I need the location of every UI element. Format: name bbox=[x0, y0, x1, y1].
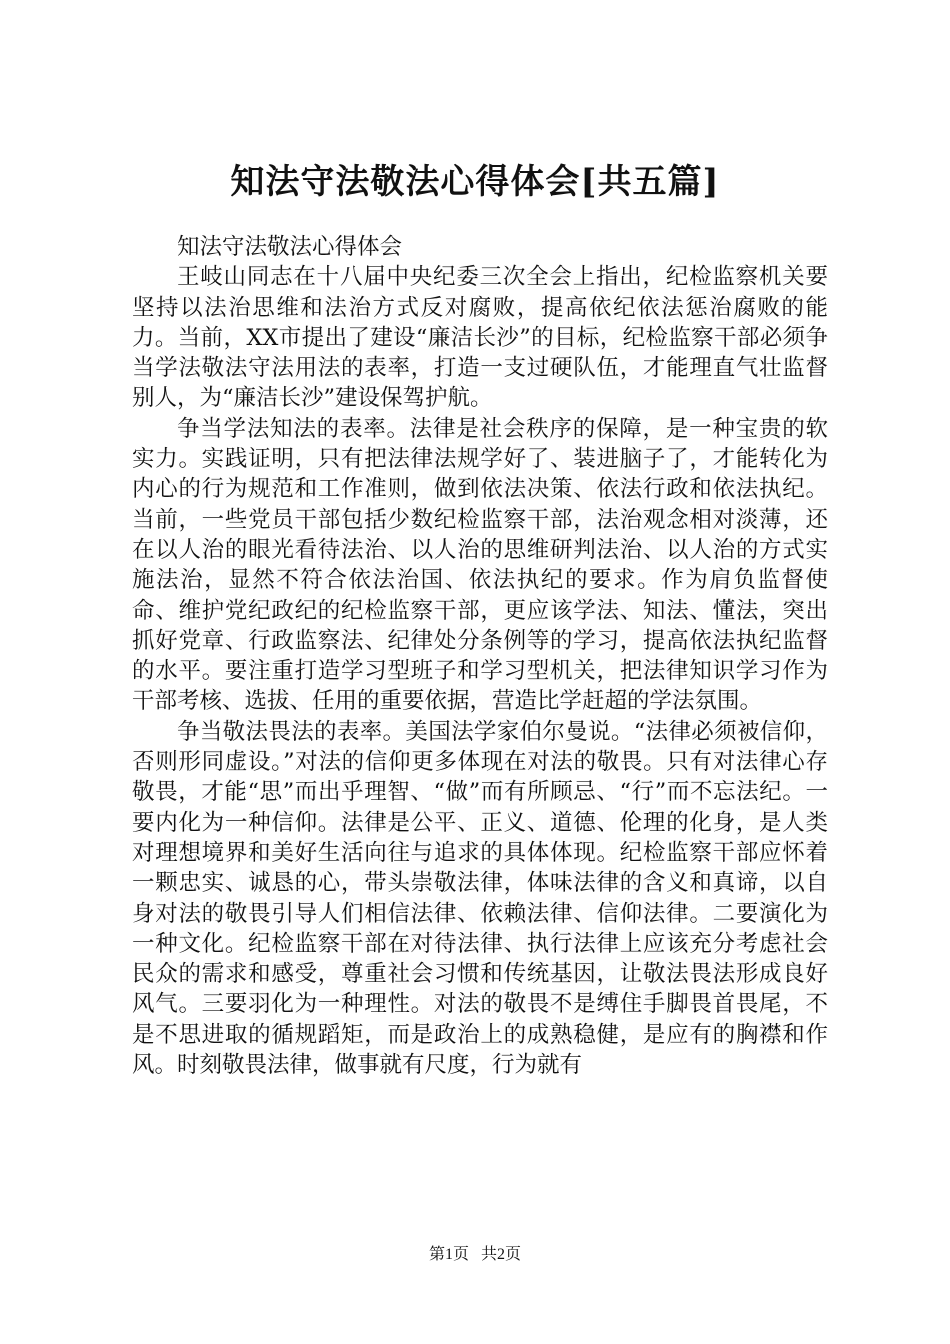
page-total: 共2页 bbox=[481, 1246, 522, 1263]
document-title: 知法守法敬法心得体会[共五篇] bbox=[230, 162, 720, 202]
page-footer bbox=[0, 1244, 950, 1266]
paragraph: 争当敬法畏法的表率。美国法学家伯尔曼说。“法律必须被信仰，否则形同虚设。”对法的信仰更多体现在对法的敬畏。只有对法律心存敬畏，才能“思”而出乎理智、“做”而有所顾忌、“行”而不忘法纪。一要内化为一种信仰。法律是公平、正义、道德、伦理的化身，是人类对理想境界和美好生活向往与追求的具体体现。纪检监察干部应怀着一颗忠实、诚恳的心，带头崇敬法律，体味法律的含义和真谛，以自身对法的敬畏引导人们相信法律、依赖法律、信仰法律。二要演化为一种文化。纪检监察干部在对待法律、执行法律上应该充分考虑社会民众的需求和感受，尊重社会习惯和传统基因，让敬法畏法形成良好风气。三要羽化为一种理性。对法的敬畏不是缚住手脚畏首畏尾，不是不思进取的循规蹈矩，而是政治上的成熟稳健，是应有的胸襟和作风。时刻敬畏法律，做事就有尺度，行为就有 bbox=[132, 718, 828, 1079]
document-body bbox=[132, 232, 828, 1080]
paragraph: 争当学法知法的表率。法律是社会秩序的保障，是一种宝贵的软实力。实践证明，只有把法律法规学好了、装进脑子了，才能转化为内心的行为规范和工作准则，做到依法决策、依法行政和依法执纪。当前，一些党员干部包括少数纪检监察干部，法治观念相对淡薄，还在以人治的眼光看待法治、以人治的思维研判法治、以人治的方式实施法治，显然不符合依法治国、依法执纪的要求。作为肩负监督使命、维护党纪政纪的纪检监察干部，更应该学法、知法、懂法，突出抓好党章、行政监察法、纪律处分条例等的学习，提高依法执纪监督的水平。要注重打造学习型班子和学习型机关，把法律知识学习作为干部考核、选拔、任用的重要依据，营造比学赶超的学法氛围。 bbox=[132, 415, 828, 715]
subtitle: 知法守法敬法心得体会 bbox=[177, 234, 403, 260]
page-number: 第1页 bbox=[428, 1246, 469, 1263]
paragraph: 王岐山同志在十八届中央纪委三次全会上指出，纪检监察机关要坚持以法治思维和法治方式反对腐败，提高依纪依法惩治腐败的能力。当前，XX市提出了建设“廉洁长沙”的目标，纪检监察干部必须争当学法敬法守法用法的表率，打造一支过硬队伍，才能理直气壮监督别人，为“廉洁长沙”建设保驾护航。 bbox=[132, 264, 828, 412]
